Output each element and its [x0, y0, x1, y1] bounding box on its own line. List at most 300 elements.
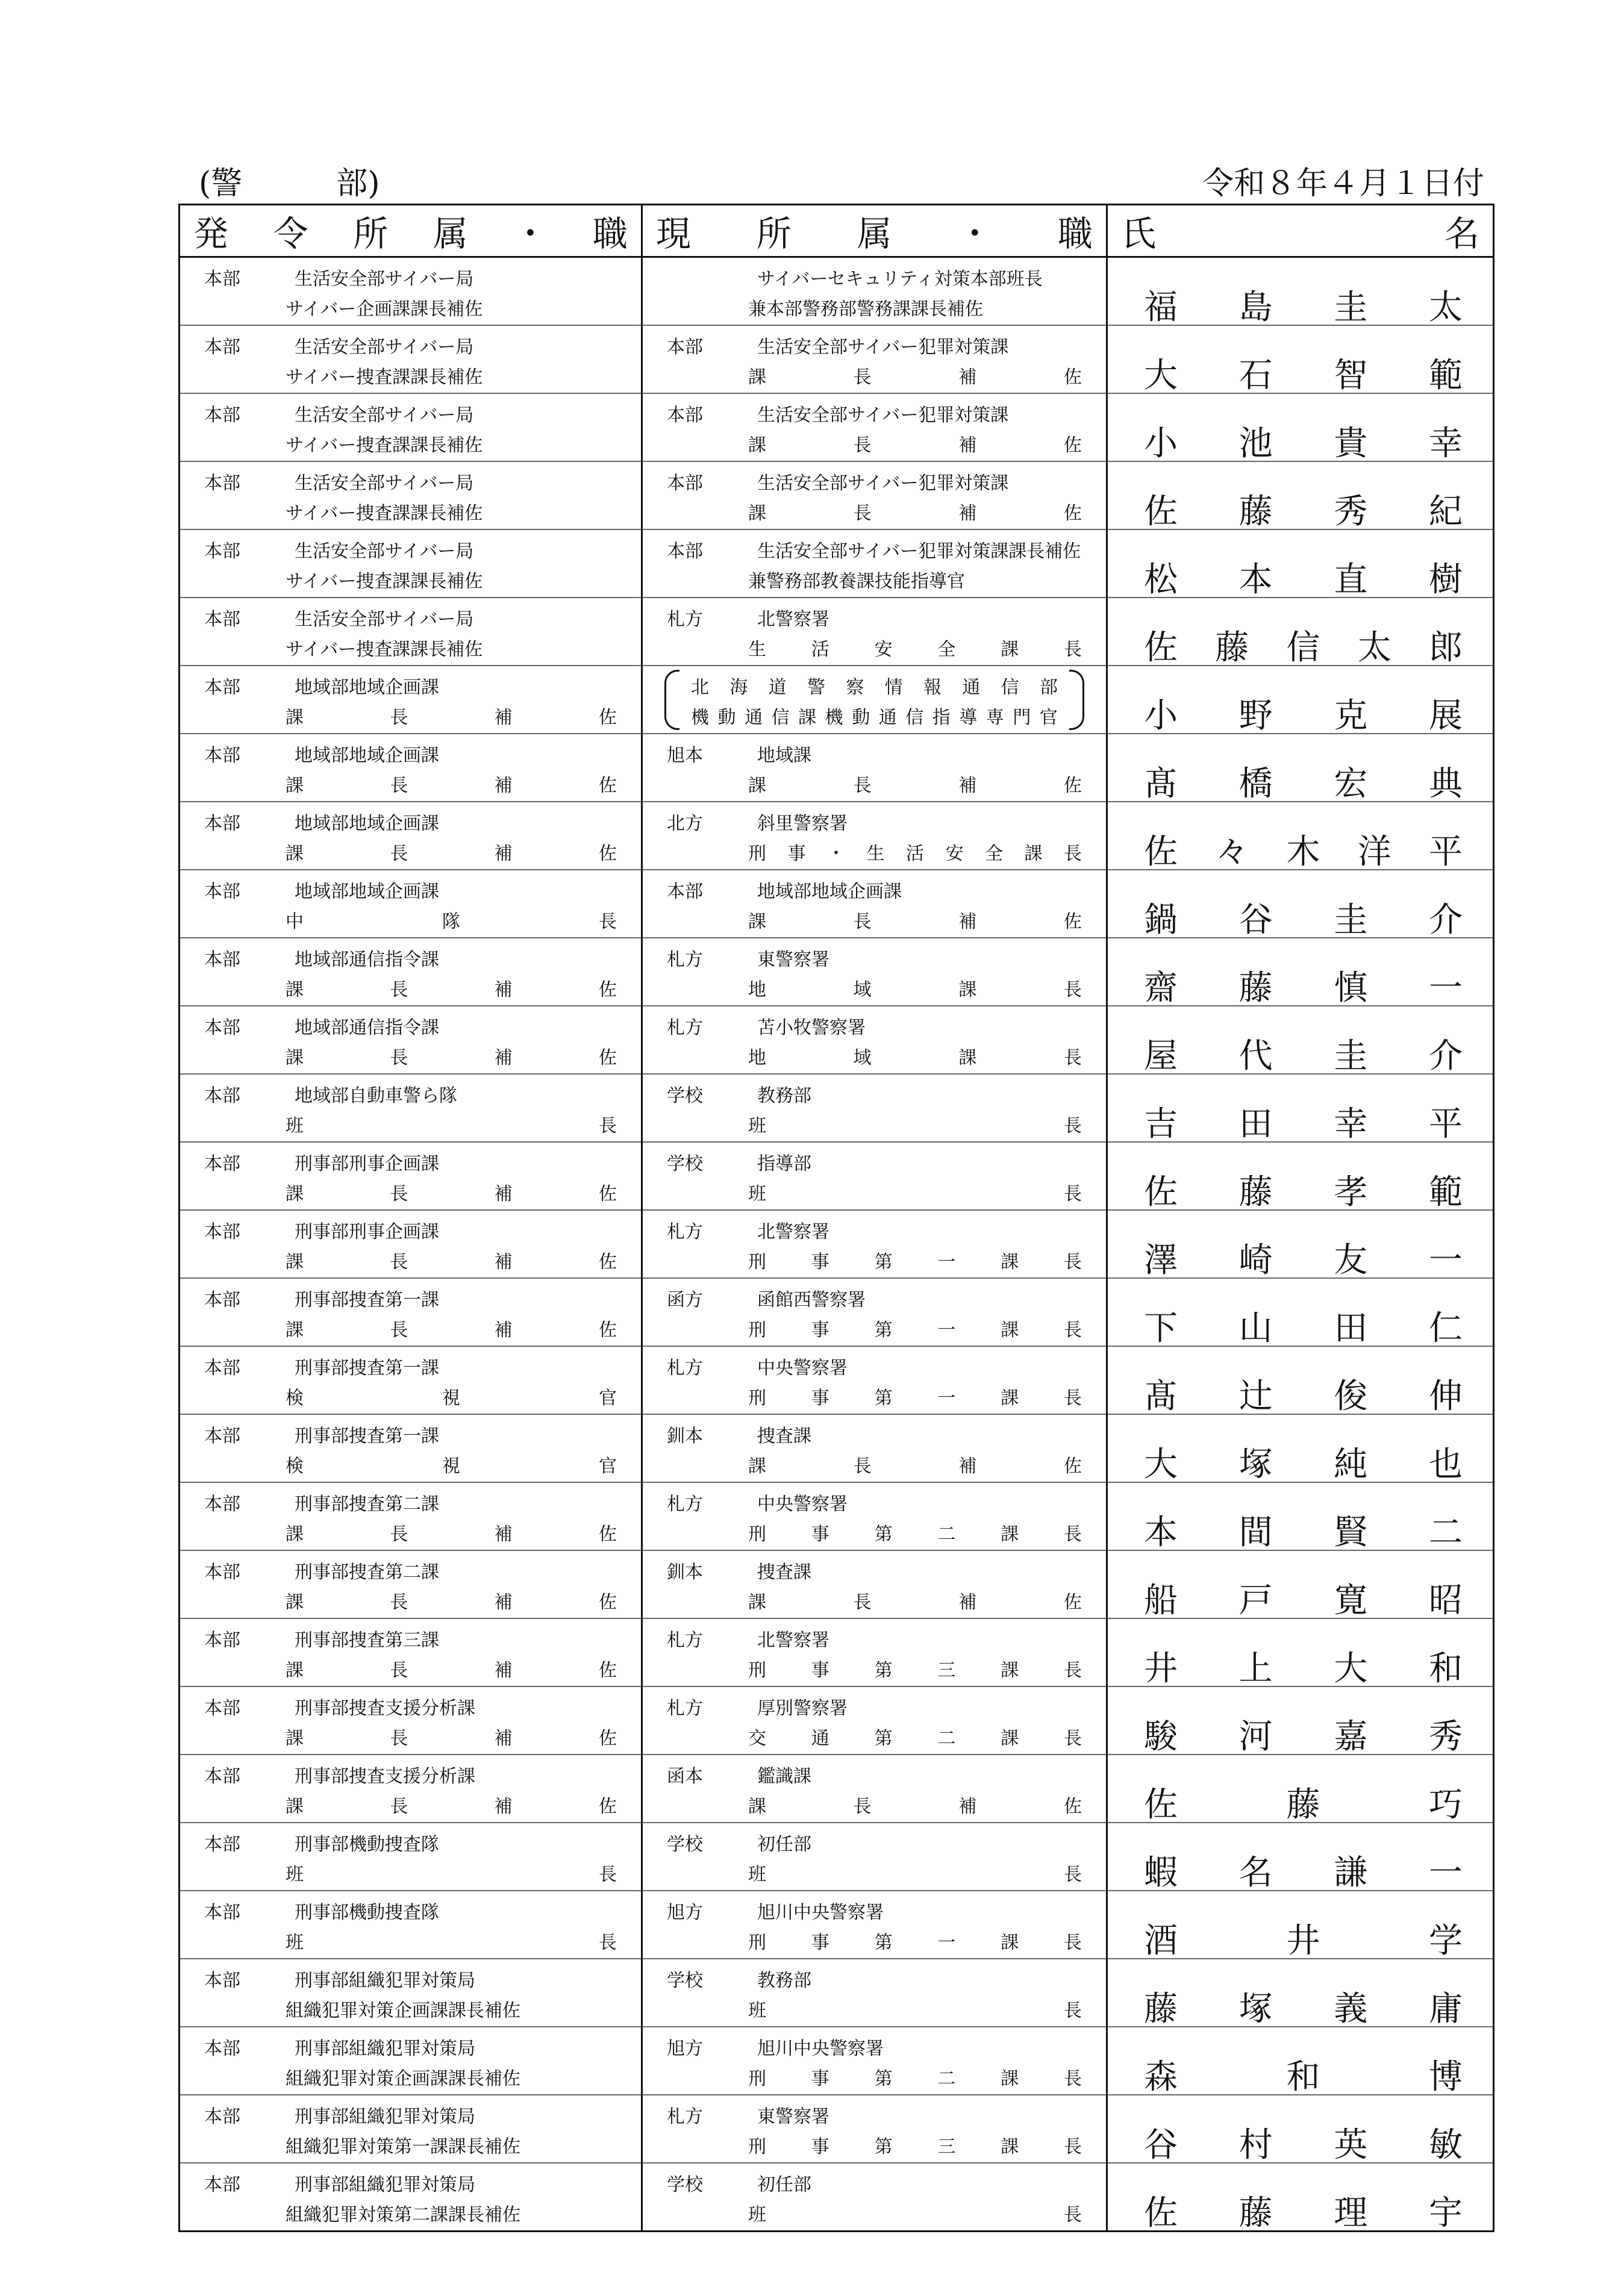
new-prefix: 本部 [204, 1153, 240, 1175]
new-unit: 刑事部刑事企画課 [295, 1153, 439, 1175]
person-name: 蝦 名 謙 一 [1144, 1853, 1463, 1892]
new-prefix: 本部 [204, 813, 240, 834]
current-prefix: 学校 [667, 1970, 703, 1991]
name-cell [1107, 1891, 1494, 1959]
current-post-cell [642, 870, 1107, 938]
current-post-cell [642, 1891, 1107, 1959]
new-post [180, 1075, 641, 1141]
new-post-cell [180, 1346, 642, 1414]
new-title: 組織犯罪対策企画課課長補佐 [286, 2000, 520, 2021]
new-prefix: 本部 [204, 1562, 240, 1583]
current-title: 班 長 [748, 2204, 1082, 2226]
name-cell [1107, 2163, 1494, 2232]
new-prefix: 本部 [204, 609, 240, 630]
new-post [180, 938, 641, 1005]
current-unit: 生活安全部サイバー犯罪対策課課長補佐 [757, 541, 1081, 562]
current-post-cell [642, 666, 1107, 734]
new-prefix: 本部 [204, 269, 240, 290]
new-post [180, 1891, 641, 1958]
table-header-row [180, 205, 1494, 257]
new-unit: 刑事部捜査支援分析課 [295, 1698, 475, 1719]
current-title: 機 動 通 信 課 機 動 通 信 指 導 専 門 官 [691, 707, 1058, 728]
person-name: 小 池 貴 幸 [1144, 424, 1463, 463]
new-post-cell [180, 666, 642, 734]
current-prefix: 学校 [667, 1153, 703, 1175]
current-post-cell [642, 1823, 1107, 1891]
current-unit: 北警察署 [757, 609, 829, 630]
current-title: 兼警務部教養課技能指導官 [748, 571, 965, 592]
table-row [180, 2095, 1494, 2163]
table-row [180, 1755, 1494, 1823]
person-name: 本 間 賢 二 [1144, 1513, 1463, 1552]
new-title: サイバー捜査課課長補佐 [286, 367, 483, 388]
current-post [643, 870, 1106, 937]
new-post-cell [180, 734, 642, 802]
new-unit: 地域部地域企画課 [295, 813, 439, 834]
new-post-cell [180, 1550, 642, 1618]
current-post-cell [642, 1482, 1107, 1550]
name-cell [1107, 597, 1494, 666]
current-post-cell [642, 257, 1107, 326]
table-row [180, 2163, 1494, 2232]
person-name: 酒 井 学 [1144, 1921, 1463, 1961]
col-new-post-label: 発 令 所 属 ・ 職 [193, 213, 628, 254]
new-post-cell [180, 461, 642, 529]
new-unit: 生活安全部サイバー局 [295, 405, 474, 426]
new-post [180, 1347, 641, 1414]
new-unit: 刑事部機動捜査隊 [295, 1902, 439, 1923]
current-post-cell [642, 1074, 1107, 1142]
current-title: 刑 事 第 二 課 長 [748, 1524, 1082, 1545]
new-post-cell [180, 1482, 642, 1550]
current-title: 刑 事 第 三 課 長 [748, 1660, 1082, 1681]
new-post-cell [180, 1618, 642, 1686]
current-post-cell [642, 529, 1107, 597]
new-post [180, 1959, 641, 2026]
current-prefix: 札方 [667, 949, 703, 970]
new-unit: 刑事部捜査第一課 [295, 1358, 439, 1379]
current-post [643, 2027, 1106, 2094]
new-prefix: 本部 [204, 2174, 240, 2195]
new-post-cell [180, 1959, 642, 2027]
current-title: 刑 事 第 一 課 長 [748, 1932, 1082, 1953]
table-row [180, 597, 1494, 666]
new-unit: 刑事部機動捜査隊 [295, 1834, 439, 1855]
new-unit: 刑事部捜査第二課 [295, 1562, 439, 1583]
new-title: 課 長 補 佐 [286, 1320, 617, 1341]
table-row [180, 870, 1494, 938]
new-post-cell [180, 1006, 642, 1074]
person-name: 佐 藤 孝 範 [1144, 1173, 1463, 1212]
current-unit: 捜査課 [757, 1562, 811, 1583]
col-name-given-label: 名 [1444, 213, 1479, 254]
current-post [643, 1143, 1106, 1209]
new-unit: 地域部地域企画課 [295, 745, 439, 766]
new-title: 中 隊 長 [286, 911, 617, 932]
new-unit: 地域部地域企画課 [295, 881, 439, 902]
current-post-cell [642, 1686, 1107, 1755]
new-prefix: 本部 [204, 1426, 240, 1447]
new-title: サイバー捜査課課長補佐 [286, 639, 483, 660]
new-post-cell [180, 1755, 642, 1823]
new-unit: 生活安全部サイバー局 [295, 473, 474, 494]
new-prefix: 本部 [204, 881, 240, 902]
current-title: 課 長 補 佐 [748, 1796, 1082, 1817]
name-cell [1107, 1482, 1494, 1550]
name-cell [1107, 1346, 1494, 1414]
col-new-post [180, 205, 642, 257]
current-post-cell [642, 734, 1107, 802]
current-post-cell [642, 802, 1107, 870]
current-title: 地 域 課 長 [748, 979, 1082, 1000]
new-post-cell [180, 1891, 642, 1959]
new-post-cell [180, 529, 642, 597]
new-title: 課 長 補 佐 [286, 707, 617, 728]
new-title: 課 長 補 佐 [286, 1796, 617, 1817]
new-title: 班 長 [286, 1115, 617, 1137]
current-post-cell [642, 1346, 1107, 1414]
new-post [180, 870, 641, 937]
new-post-cell [180, 1142, 642, 1210]
current-post-cell [642, 1210, 1107, 1278]
new-post-cell [180, 802, 642, 870]
new-post-cell [180, 2163, 642, 2232]
current-unit: 苫小牧警察署 [757, 1017, 866, 1038]
new-post [180, 734, 641, 801]
current-post [643, 938, 1106, 1005]
current-prefix: 札方 [667, 609, 703, 630]
table-row [180, 802, 1494, 870]
name-cell [1107, 2095, 1494, 2163]
current-unit: 斜里警察署 [757, 813, 848, 834]
current-post-cell [642, 1414, 1107, 1482]
person-name: 井 上 大 和 [1144, 1649, 1463, 1688]
person-name: 吉 田 幸 平 [1144, 1105, 1463, 1144]
current-prefix: 函方 [667, 1290, 703, 1311]
current-prefix: 札方 [667, 1698, 703, 1719]
new-post [180, 326, 641, 393]
current-post [643, 1347, 1106, 1414]
new-prefix: 本部 [204, 405, 240, 426]
current-post [643, 1415, 1106, 1482]
name-cell [1107, 1074, 1494, 1142]
new-title: 課 長 補 佐 [286, 1660, 617, 1681]
new-post [180, 598, 641, 665]
current-post-cell [642, 1550, 1107, 1618]
current-unit: 北 海 道 警 察 情 報 通 信 部 [691, 677, 1058, 698]
name-cell [1107, 734, 1494, 802]
name-cell [1107, 461, 1494, 529]
new-unit: 刑事部捜査第三課 [295, 1630, 439, 1651]
new-post [180, 1006, 641, 1073]
current-prefix: 本部 [667, 473, 703, 494]
current-post [643, 258, 1106, 325]
name-cell [1107, 1210, 1494, 1278]
current-unit: 旭川中央警察署 [757, 1902, 884, 1923]
table-row [180, 1550, 1494, 1618]
new-unit: 刑事部組織犯罪対策局 [295, 1970, 475, 1991]
current-title: 刑 事 第 三 課 長 [748, 2136, 1082, 2157]
current-title: 刑 事 ・ 生 活 安 全 課 長 [748, 843, 1082, 864]
current-unit: 東警察署 [757, 949, 829, 970]
new-unit: 地域部地域企画課 [295, 677, 439, 698]
new-prefix: 本部 [204, 677, 240, 698]
name-cell [1107, 2027, 1494, 2095]
name-cell [1107, 1618, 1494, 1686]
new-post-cell [180, 1414, 642, 1482]
new-title: 課 長 補 佐 [286, 1728, 617, 1749]
current-post-cell [642, 938, 1107, 1006]
current-prefix: 釧本 [667, 1562, 703, 1583]
col-current-post [642, 205, 1107, 257]
new-title: 課 長 補 佐 [286, 979, 617, 1000]
issue-date: 令和８年４月１日付 [1202, 166, 1484, 202]
new-title: サイバー捜査課課長補佐 [286, 571, 483, 592]
new-post-cell [180, 1074, 642, 1142]
new-post-cell [180, 1686, 642, 1755]
new-prefix: 本部 [204, 541, 240, 562]
table-row [180, 1414, 1494, 1482]
name-cell [1107, 1823, 1494, 1891]
person-name: 屋 代 圭 介 [1144, 1037, 1463, 1076]
new-title: 検 視 官 [286, 1456, 617, 1477]
new-post-cell [180, 870, 642, 938]
table-row [180, 1278, 1494, 1346]
current-prefix: 札方 [667, 1630, 703, 1651]
current-post [643, 1619, 1106, 1686]
current-unit: 教務部 [757, 1970, 811, 1991]
current-prefix: 釧本 [667, 1426, 703, 1447]
new-prefix: 本部 [204, 1221, 240, 1243]
current-prefix: 札方 [667, 1494, 703, 1515]
person-name: 谷 村 英 敏 [1144, 2126, 1463, 2165]
new-title: サイバー捜査課課長補佐 [286, 435, 483, 456]
current-title: 課 長 補 佐 [748, 503, 1082, 524]
new-prefix: 本部 [204, 1630, 240, 1651]
new-title: 課 長 補 佐 [286, 1047, 617, 1068]
new-post [180, 394, 641, 461]
new-title: サイバー捜査課課長補佐 [286, 503, 483, 524]
person-name: 森 和 博 [1144, 2057, 1463, 2097]
current-unit: 地域部地域企画課 [757, 881, 902, 902]
table-row [180, 734, 1494, 802]
current-post [643, 1959, 1106, 2026]
current-prefix: 旭方 [667, 2038, 703, 2059]
current-post-cell [642, 2163, 1107, 2232]
new-title: 班 長 [286, 1864, 617, 1885]
new-title: サイバー企画課課長補佐 [286, 299, 483, 320]
current-title: 課 長 補 佐 [748, 911, 1082, 932]
table-row [180, 529, 1494, 597]
current-post [643, 394, 1106, 461]
current-unit: サイバーセキュリティ対策本部班長 [757, 269, 1043, 290]
current-title: 地 域 課 長 [748, 1047, 1082, 1068]
person-name: 船 戸 寛 昭 [1144, 1581, 1463, 1620]
current-post [643, 1687, 1106, 1754]
current-post [643, 1211, 1106, 1277]
col-name [1107, 205, 1494, 257]
new-post [180, 1143, 641, 1209]
new-post [180, 802, 641, 869]
current-unit: 捜査課 [757, 1426, 811, 1447]
name-cell [1107, 1959, 1494, 2027]
current-unit: 旭川中央警察署 [757, 2038, 884, 2059]
person-name: 佐 藤 秀 紀 [1144, 492, 1463, 531]
new-post [180, 1823, 641, 1890]
new-post-cell [180, 1210, 642, 1278]
new-post [180, 2163, 641, 2230]
current-post-cell [642, 2027, 1107, 2095]
current-unit: 東警察署 [757, 2106, 829, 2127]
new-post [180, 1483, 641, 1550]
name-cell [1107, 870, 1494, 938]
current-post-cell [642, 1755, 1107, 1823]
name-cell [1107, 325, 1494, 393]
current-prefix: 本部 [667, 881, 703, 902]
person-name: 齋 藤 慎 一 [1144, 969, 1463, 1008]
current-prefix: 学校 [667, 1085, 703, 1106]
current-unit: 中央警察署 [757, 1358, 848, 1379]
current-prefix: 学校 [667, 1834, 703, 1855]
person-name: 小 野 克 展 [1144, 696, 1463, 735]
new-unit: 生活安全部サイバー局 [295, 269, 474, 290]
new-title: 検 視 官 [286, 1388, 617, 1409]
col-current-post-label: 現 所 属 ・ 職 [656, 213, 1093, 254]
new-unit: 刑事部捜査第一課 [295, 1290, 439, 1311]
person-name: 下 山 田 仁 [1144, 1309, 1463, 1348]
new-unit: 生活安全部サイバー局 [295, 541, 474, 562]
person-name: 大 石 智 範 [1144, 356, 1463, 395]
new-prefix: 本部 [204, 473, 240, 494]
current-post-cell [642, 1278, 1107, 1346]
current-prefix: 本部 [667, 405, 703, 426]
current-post [643, 1075, 1106, 1141]
new-unit: 刑事部刑事企画課 [295, 1221, 439, 1243]
new-prefix: 本部 [204, 1358, 240, 1379]
current-prefix: 本部 [667, 541, 703, 562]
current-prefix: 北方 [667, 813, 703, 834]
current-title: 刑 事 第 一 課 長 [748, 1320, 1082, 1341]
current-prefix: 旭本 [667, 745, 703, 766]
table-row [180, 257, 1494, 326]
person-name: 佐 藤 理 宇 [1144, 2194, 1463, 2233]
current-title: 交 通 第 二 課 長 [748, 1728, 1082, 1749]
name-cell [1107, 1278, 1494, 1346]
table-row [180, 1006, 1494, 1074]
new-post [180, 1551, 641, 1618]
table-row [180, 1346, 1494, 1414]
new-post [180, 1687, 641, 1754]
current-post [643, 2163, 1106, 2230]
new-post [180, 462, 641, 529]
current-post [643, 1006, 1106, 1073]
current-prefix: 札方 [667, 1221, 703, 1243]
current-post-cell [642, 461, 1107, 529]
current-title: 刑 事 第 一 課 長 [748, 1252, 1082, 1273]
person-name: 駿 河 嘉 秀 [1144, 1717, 1463, 1756]
new-post-cell [180, 938, 642, 1006]
new-prefix: 本部 [204, 1085, 240, 1106]
dept-label: (警 部) [199, 166, 380, 202]
table-row [180, 1210, 1494, 1278]
new-post-cell [180, 2027, 642, 2095]
current-post [643, 598, 1106, 665]
current-post [643, 1279, 1106, 1346]
current-post-cell [642, 597, 1107, 666]
table-row [180, 1891, 1494, 1959]
current-title: 課 長 補 佐 [748, 775, 1082, 796]
person-name: 佐 々 木 洋 平 [1144, 832, 1463, 872]
new-post-cell [180, 1823, 642, 1891]
new-prefix: 本部 [204, 949, 240, 970]
current-post [643, 462, 1106, 529]
current-post [643, 530, 1106, 597]
new-post-cell [180, 325, 642, 393]
current-prefix: 本部 [667, 337, 703, 358]
table-row [180, 2027, 1494, 2095]
current-title: 班 長 [748, 2000, 1082, 2021]
new-post [180, 258, 641, 325]
current-unit: 北警察署 [757, 1221, 829, 1243]
new-prefix: 本部 [204, 1970, 240, 1991]
current-post-cell [642, 393, 1107, 461]
new-post [180, 666, 641, 733]
new-title: 班 長 [286, 1932, 617, 1953]
person-name: 福 島 圭 太 [1144, 288, 1463, 327]
new-unit: 刑事部捜査支援分析課 [295, 1766, 475, 1787]
current-prefix: 札方 [667, 1358, 703, 1379]
table-row [180, 325, 1494, 393]
person-name: 藤 塚 義 庸 [1144, 1989, 1463, 2029]
current-title: 兼本部警務部警務課課長補佐 [748, 299, 983, 320]
person-name: 髙 橋 宏 典 [1144, 764, 1463, 803]
current-unit: 教務部 [757, 1085, 811, 1106]
current-post [643, 666, 1106, 733]
new-title: 組織犯罪対策第一課課長補佐 [286, 2136, 520, 2157]
new-prefix: 本部 [204, 1834, 240, 1855]
current-title: 生 活 安 全 課 長 [748, 639, 1082, 660]
name-cell [1107, 257, 1494, 326]
current-post [643, 1823, 1106, 1890]
new-post-cell [180, 257, 642, 326]
new-post [180, 1211, 641, 1277]
name-cell [1107, 529, 1494, 597]
name-cell [1107, 393, 1494, 461]
new-prefix: 本部 [204, 1698, 240, 1719]
new-prefix: 本部 [204, 1766, 240, 1787]
new-post [180, 1279, 641, 1346]
current-title: 班 長 [748, 1115, 1082, 1137]
current-unit: 厚別警察署 [757, 1698, 848, 1719]
table-row [180, 1618, 1494, 1686]
new-post [180, 1755, 641, 1822]
current-unit: 指導部 [757, 1153, 811, 1175]
current-post-cell [642, 2095, 1107, 2163]
name-cell [1107, 1686, 1494, 1755]
name-cell [1107, 1414, 1494, 1482]
current-prefix: 旭方 [667, 1902, 703, 1923]
current-post-cell [642, 1006, 1107, 1074]
current-unit: 生活安全部サイバー犯罪対策課 [757, 405, 1009, 426]
new-unit: 地域部通信指令課 [295, 949, 439, 970]
current-prefix: 学校 [667, 2174, 703, 2195]
new-prefix: 本部 [204, 2038, 240, 2059]
current-post-cell [642, 1959, 1107, 2027]
new-prefix: 本部 [204, 1494, 240, 1515]
current-post [643, 1483, 1106, 1550]
current-post [643, 1551, 1106, 1618]
new-post-cell [180, 597, 642, 666]
